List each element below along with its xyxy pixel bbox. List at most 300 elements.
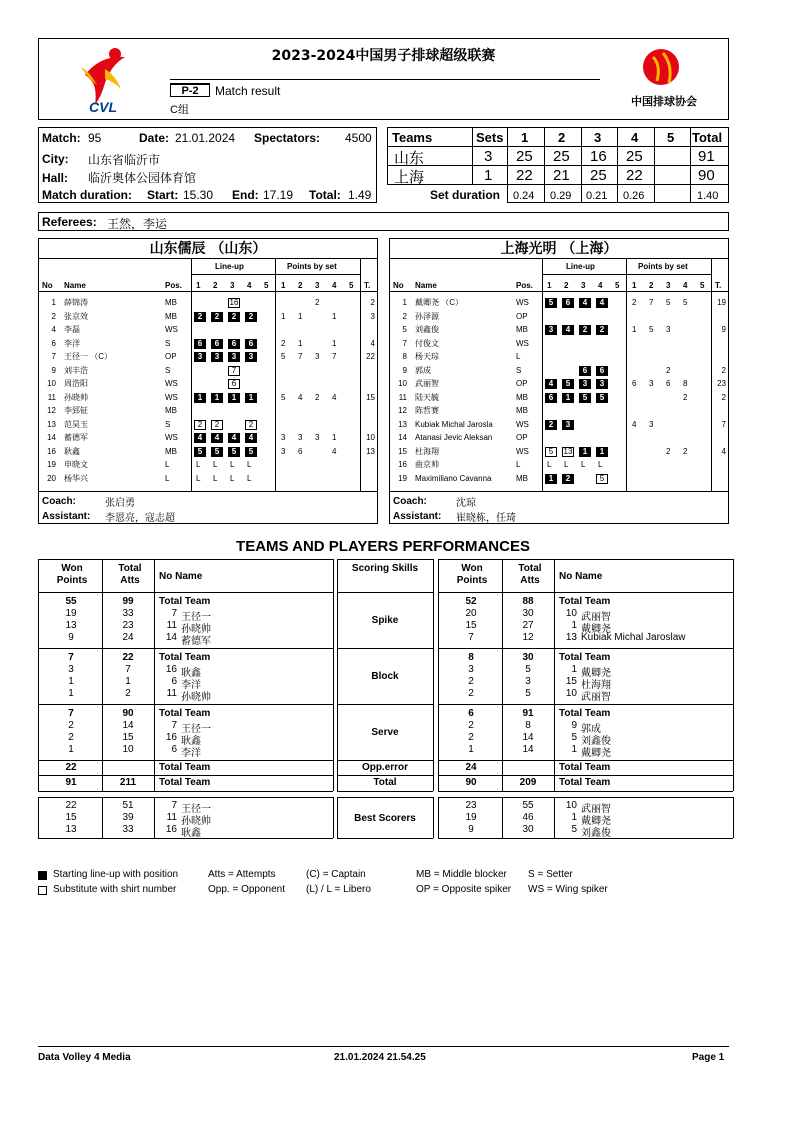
- player-number: 12: [398, 406, 407, 415]
- player-number: 16: [165, 664, 177, 675]
- player-number: 7: [51, 352, 56, 361]
- player-row: [390, 338, 728, 350]
- lineup-cell: 5: [545, 447, 557, 457]
- player-name: Total Team: [559, 708, 611, 719]
- score-header-set4: 4: [631, 130, 639, 145]
- legend: [38, 869, 738, 901]
- points-set-header: 5: [700, 281, 705, 290]
- player-name: Maximiliano Cavanna: [415, 473, 492, 483]
- lineup-cell: 4: [579, 298, 591, 308]
- player-position: L: [516, 460, 521, 469]
- lineup-cell: L: [230, 473, 235, 483]
- footer-page: Page 1: [692, 1052, 725, 1063]
- player-name: 刘鑫俊: [415, 325, 439, 334]
- player-name: 蓄德军: [64, 433, 88, 442]
- set-duration-4: 0.26: [623, 190, 645, 202]
- total-label: Total:: [309, 188, 341, 202]
- player-position: S: [516, 365, 522, 375]
- player-total: 23: [717, 379, 726, 388]
- points-by-set: 3: [315, 433, 320, 442]
- player-position: OP: [516, 379, 528, 388]
- lineup-cell: L: [196, 460, 201, 469]
- player-name: 郭成: [415, 365, 431, 375]
- won-points: 20: [465, 608, 477, 619]
- coach-label: Coach:: [393, 496, 427, 507]
- lineup-cell: L: [547, 460, 552, 469]
- lineup-cell: 3: [579, 379, 591, 389]
- lineup-set-header: 3: [581, 281, 586, 290]
- start-label: Start:: [147, 188, 179, 202]
- won-points: 13: [65, 620, 77, 631]
- player-number: 14: [398, 433, 407, 442]
- lineup-cell: 5: [596, 474, 608, 484]
- lineup-cell: 1: [194, 393, 206, 403]
- total-atts: 91: [522, 708, 534, 719]
- match-info-box: [38, 127, 377, 203]
- player-row: [39, 351, 377, 363]
- lineup-cell: 2: [562, 474, 574, 484]
- player-total: 3: [370, 311, 375, 321]
- skill-name: Spike: [371, 615, 399, 626]
- lineup-cell: 3: [211, 352, 223, 362]
- player-position: MB: [516, 406, 528, 415]
- player-name: 戴卿尧: [581, 668, 611, 679]
- player-name: Kubiak Michal Jarosla: [415, 419, 493, 429]
- player-number: 9: [571, 720, 577, 731]
- hall-value: 临沂奥体公园体育馆: [88, 171, 197, 185]
- lineup-cell: 3: [194, 352, 206, 362]
- player-row: [390, 405, 728, 417]
- set-duration-1: 0.24: [513, 190, 535, 202]
- player-name: 戴卿尧: [581, 748, 611, 759]
- points-by-set: 5: [649, 325, 654, 334]
- player-name: Atanasi Jevic Aleksan: [415, 433, 493, 442]
- player-name: 武丽智: [581, 692, 611, 703]
- footer-left: Data Volley 4 Media: [38, 1052, 131, 1063]
- col-name-header: Name: [64, 281, 86, 290]
- player-number: 19: [47, 460, 56, 469]
- player-name: 曲京帅: [415, 460, 439, 469]
- total-atts: 33: [122, 824, 134, 835]
- player-name: 陈哲赛: [415, 406, 439, 415]
- player-name: 刘鑫俊: [581, 736, 611, 747]
- player-name: 武丽智: [581, 612, 611, 623]
- points-by-set: 3: [666, 325, 671, 334]
- points-set-header: 1: [281, 281, 286, 290]
- lineup-cell: L: [247, 473, 252, 483]
- player-number: 6: [51, 338, 56, 348]
- score-header-total: Total: [692, 130, 723, 145]
- score-row-set2: 21: [553, 167, 570, 184]
- col-no-header: No: [393, 281, 404, 290]
- won-points: 2: [468, 688, 474, 699]
- lineup-set-header: 5: [264, 281, 269, 290]
- lineup-cell: 2: [211, 312, 223, 322]
- player-name: 李洋: [181, 748, 201, 759]
- lineup-cell: 2: [211, 420, 223, 430]
- total-atts: 88: [522, 596, 534, 607]
- lineup-cell: 2: [245, 420, 257, 430]
- team-b-panel: [389, 238, 729, 524]
- player-number: 16: [398, 460, 407, 469]
- cva-logo-text: 中国排球协会: [631, 95, 697, 108]
- skill-name: Best Scorers: [354, 813, 416, 824]
- points-set-header: 2: [298, 281, 303, 290]
- player-row: [390, 297, 728, 309]
- player-name: 刘丰浩: [64, 365, 88, 375]
- player-row: [39, 338, 377, 350]
- total-atts: 27: [522, 620, 534, 631]
- player-name: 耿鑫: [64, 446, 80, 456]
- player-position: OP: [516, 433, 528, 442]
- player-name: 李洋: [64, 338, 80, 348]
- lineup-cell: L: [230, 460, 235, 469]
- lineup-cell: 4: [245, 433, 257, 443]
- legend-ws: WS = Wing spiker: [528, 884, 608, 895]
- player-position: MB: [165, 298, 177, 307]
- total-atts: 99: [122, 596, 134, 607]
- points-set-header: 4: [332, 281, 337, 290]
- lineup-cell: 6: [579, 366, 591, 376]
- player-number: 1: [571, 664, 577, 675]
- match-label: Match:: [42, 131, 81, 145]
- player-name: 耿鑫: [181, 828, 201, 839]
- player-position: MB: [516, 392, 528, 402]
- referees-label: Referees:: [42, 215, 97, 229]
- team-a-panel: [38, 238, 378, 524]
- set-duration-2: 0.29: [550, 190, 572, 202]
- skill-name: Opp.error: [361, 762, 409, 773]
- lineup-cell: 2: [579, 325, 591, 335]
- player-number: 16: [47, 446, 56, 456]
- player-row: [390, 365, 728, 377]
- lineup-cell: 1: [228, 393, 240, 403]
- player-number: 10: [47, 379, 56, 388]
- player-position: S: [165, 419, 171, 429]
- won-points: 8: [468, 652, 474, 663]
- legend-mb: MB = Middle blocker: [416, 869, 507, 880]
- spectators-label: Spectators:: [254, 131, 321, 145]
- won-points: 7: [468, 632, 474, 643]
- lineup-cell: 5: [211, 447, 223, 457]
- points-set-header: 5: [349, 281, 354, 290]
- player-name: 陆天毓: [415, 392, 439, 402]
- player-name: 王径一: [181, 612, 211, 623]
- player-name: 蓄德军: [181, 636, 211, 647]
- col-pos-header: Pos.: [516, 281, 533, 290]
- player-number: 6: [171, 744, 177, 755]
- won-points: 13: [65, 824, 77, 835]
- lineup-set-header: 2: [564, 281, 569, 290]
- date-value: 21.01.2024: [175, 131, 236, 145]
- total-atts: 51: [122, 800, 134, 811]
- legend-s: S = Setter: [528, 869, 573, 880]
- player-number: 11: [398, 392, 407, 402]
- won-points: 2: [468, 732, 474, 743]
- player-row: [390, 392, 728, 404]
- player-number: 7: [171, 608, 177, 619]
- player-name: 戴卿尧: [581, 624, 611, 635]
- player-row: [39, 459, 377, 471]
- player-row: [39, 297, 377, 309]
- points-by-set: 2: [315, 298, 320, 307]
- player-number: 15: [565, 676, 577, 687]
- player-position: WS: [165, 433, 178, 442]
- city-label: City:: [42, 152, 69, 166]
- total-atts: 209: [519, 777, 537, 788]
- total-atts-header: Total Atts: [518, 563, 542, 586]
- player-number: 6: [171, 676, 177, 687]
- lineup-cell: L: [598, 460, 603, 469]
- lineup-cell: 4: [562, 325, 574, 335]
- won-points: 91: [65, 777, 77, 788]
- total-atts: 211: [119, 777, 137, 788]
- hall-label: Hall:: [42, 171, 69, 185]
- player-number: 5: [402, 325, 407, 334]
- lineup-cell: 3: [228, 352, 240, 362]
- score-row-set3: 25: [590, 167, 607, 184]
- legend-opp: Opp. = Opponent: [208, 884, 286, 895]
- score-table: [387, 127, 729, 203]
- player-position: L: [516, 352, 521, 361]
- lineup-cell: 4: [228, 433, 240, 443]
- team-name: 山东儒辰 （山东）: [149, 241, 267, 257]
- won-points: 3: [68, 664, 74, 675]
- player-number: 11: [166, 812, 177, 823]
- player-number: 1: [402, 298, 407, 307]
- points-by-set: 4: [332, 392, 337, 402]
- player-position: S: [165, 365, 171, 375]
- won-points: 2: [68, 732, 74, 743]
- total-atts: 7: [125, 664, 131, 675]
- score-row-set4: 22: [626, 167, 643, 184]
- player-number: 1: [571, 744, 577, 755]
- player-row: [39, 473, 377, 485]
- player-row: [39, 419, 377, 431]
- won-points: 19: [65, 608, 77, 619]
- points-by-set: 1: [298, 338, 303, 348]
- won-points: 3: [468, 664, 474, 675]
- player-total: 7: [721, 419, 726, 429]
- points-by-set: 3: [649, 419, 654, 429]
- total-atts: 14: [122, 720, 134, 731]
- player-name: Total Team: [159, 652, 211, 663]
- player-name: 戴卿尧 （C）: [415, 298, 463, 307]
- col-total-header: T.: [715, 281, 722, 290]
- points-by-set: 3: [298, 433, 303, 442]
- player-row: [39, 446, 377, 458]
- player-row: [390, 459, 728, 471]
- lineup-cell: 5: [545, 298, 557, 308]
- competition-title: 2023-2024中国男子排球超级联赛: [271, 48, 496, 64]
- player-position: OP: [516, 311, 528, 321]
- won-points: 2: [468, 676, 474, 687]
- points-by-set: 1: [332, 433, 337, 442]
- player-name: 孙晓帅: [181, 624, 211, 635]
- player-number: 5: [571, 824, 577, 835]
- won-points-header: Won Points: [56, 563, 88, 586]
- player-row: [390, 324, 728, 336]
- lineup-cell: 5: [596, 393, 608, 403]
- lineup-set-header: 5: [615, 281, 620, 290]
- points-by-set: 6: [666, 379, 671, 388]
- lineup-cell: 2: [596, 325, 608, 335]
- won-points: 7: [68, 708, 74, 719]
- points-by-set: 3: [281, 446, 286, 456]
- points-by-set: 2: [632, 298, 637, 307]
- won-points: 15: [465, 620, 477, 631]
- no-name-header: No Name: [559, 571, 603, 582]
- player-total: 10: [366, 433, 375, 442]
- lineup-cell: 5: [579, 393, 591, 403]
- player-name: 李郅钲: [64, 406, 88, 415]
- player-position: L: [165, 473, 170, 483]
- match-result-label: Match result: [215, 84, 281, 98]
- points-by-set: 5: [281, 392, 286, 402]
- player-total: 15: [366, 392, 375, 402]
- player-name: Total Team: [159, 596, 211, 607]
- score-header-set3: 3: [594, 130, 602, 145]
- skill-name: Total: [373, 777, 397, 788]
- lineup-cell: L: [213, 473, 218, 483]
- total-atts: 39: [122, 812, 134, 823]
- player-number: 7: [171, 800, 177, 811]
- points-by-set: 4: [298, 392, 303, 402]
- player-number: 10: [398, 379, 407, 388]
- total-name: Total Team: [559, 762, 611, 773]
- lineup-cell: 7: [228, 366, 240, 376]
- total-atts: 46: [522, 812, 534, 823]
- referees-names: 王然，李运: [107, 217, 168, 231]
- total-atts: 3: [525, 676, 531, 687]
- player-number: 11: [166, 620, 177, 631]
- points-header: Points by set: [638, 262, 688, 271]
- won-points: 9: [468, 824, 474, 835]
- total-atts: 12: [522, 632, 534, 643]
- points-by-set: 1: [332, 311, 337, 321]
- set-duration-3: 0.21: [586, 190, 608, 202]
- spectators-value: 4500: [345, 131, 372, 145]
- lineup-cell: 5: [562, 379, 574, 389]
- player-number: 8: [402, 352, 407, 361]
- lineup-cell: 6: [228, 339, 240, 349]
- city-value: 山东省临沂市: [88, 153, 161, 167]
- lineup-cell: 13: [563, 446, 573, 456]
- player-name: 周浩阳: [64, 379, 88, 388]
- cva-logo: [631, 45, 705, 117]
- total-atts-header: Total Atts: [118, 563, 142, 586]
- col-name-header: Name: [415, 281, 437, 290]
- player-number: 14: [47, 433, 56, 442]
- player-position: WS: [516, 419, 529, 429]
- cvl-logo-text: CVL: [89, 99, 117, 115]
- points-set-header: 4: [683, 281, 688, 290]
- legend-libero: (L) / L = Libero: [306, 884, 371, 895]
- performances-title: TEAMS AND PLAYERS PERFORMANCES: [236, 538, 530, 555]
- won-points: 1: [68, 688, 74, 699]
- player-row: [39, 324, 377, 336]
- end-value: 17.19: [263, 188, 294, 202]
- lineup-cell: 3: [596, 379, 608, 389]
- points-by-set: 4: [332, 446, 337, 456]
- set-duration-total: 1.40: [697, 190, 719, 202]
- lineup-cell: 4: [545, 379, 557, 389]
- lineup-cell: 3: [245, 352, 257, 362]
- legend-captain: (C) = Captain: [306, 869, 366, 880]
- won-points: 22: [65, 800, 77, 811]
- no-name-header: No Name: [159, 571, 203, 582]
- player-number: 16: [165, 732, 177, 743]
- player-number: 11: [47, 392, 56, 402]
- player-number: 13: [398, 419, 407, 429]
- points-by-set: 2: [683, 392, 688, 402]
- lineup-set-header: 4: [247, 281, 252, 290]
- col-total-header: T.: [364, 281, 371, 290]
- end-label: End:: [232, 188, 259, 202]
- score-row-total: 91: [698, 148, 715, 165]
- points-by-set: 1: [298, 311, 303, 321]
- won-points: 52: [465, 596, 477, 607]
- lineup-cell: 4: [211, 433, 223, 443]
- total-value: 1.49: [348, 188, 372, 202]
- points-by-set: 2: [666, 365, 671, 375]
- score-row-set3: 16: [590, 148, 607, 165]
- player-name: 杨天琮: [415, 352, 439, 361]
- points-by-set: 2: [281, 338, 286, 348]
- total-atts: 33: [122, 608, 134, 619]
- player-number: 7: [171, 720, 177, 731]
- won-points: 7: [68, 652, 74, 663]
- player-name: 武丽智: [581, 804, 611, 815]
- player-row: [39, 311, 377, 323]
- points-by-set: 1: [632, 325, 637, 334]
- player-name: 耿鑫: [181, 668, 201, 679]
- col-no-header: No: [42, 281, 53, 290]
- total-atts: 23: [122, 620, 134, 631]
- player-number: 10: [565, 688, 577, 699]
- player-position: S: [165, 338, 171, 348]
- lineup-cell: 6: [562, 298, 574, 308]
- player-number: 20: [47, 473, 56, 483]
- lineup-cell: 4: [596, 298, 608, 308]
- player-name: Total Team: [159, 708, 211, 719]
- coach-label: Coach:: [42, 496, 76, 507]
- lineup-header: Line-up: [215, 262, 244, 271]
- score-header-teams: Teams: [392, 130, 433, 145]
- points-by-set: 3: [649, 379, 654, 388]
- score-header-set5: 5: [667, 130, 675, 145]
- substitute-icon: [38, 886, 47, 895]
- player-position: WS: [516, 298, 529, 307]
- lineup-cell: 16: [229, 298, 239, 307]
- points-by-set: 2: [666, 446, 671, 456]
- total-name: Total Team: [159, 762, 211, 773]
- lineup-cell: 3: [562, 420, 574, 430]
- score-header-set1: 1: [521, 130, 529, 145]
- player-name: 王径一 （C）: [64, 352, 112, 361]
- points-by-set: 7: [298, 352, 303, 361]
- player-position: WS: [516, 446, 529, 456]
- won-points: 1: [68, 676, 74, 687]
- lineup-set-header: 3: [230, 281, 235, 290]
- player-name: 孙晓帅: [64, 392, 88, 402]
- total-atts: 55: [522, 800, 534, 811]
- player-name: 刘鑫俊: [581, 828, 611, 839]
- player-total: 2: [370, 298, 375, 307]
- player-name: 孙泽源: [415, 311, 439, 321]
- lineup-cell: 6: [194, 339, 206, 349]
- player-name: 郭成: [581, 724, 601, 735]
